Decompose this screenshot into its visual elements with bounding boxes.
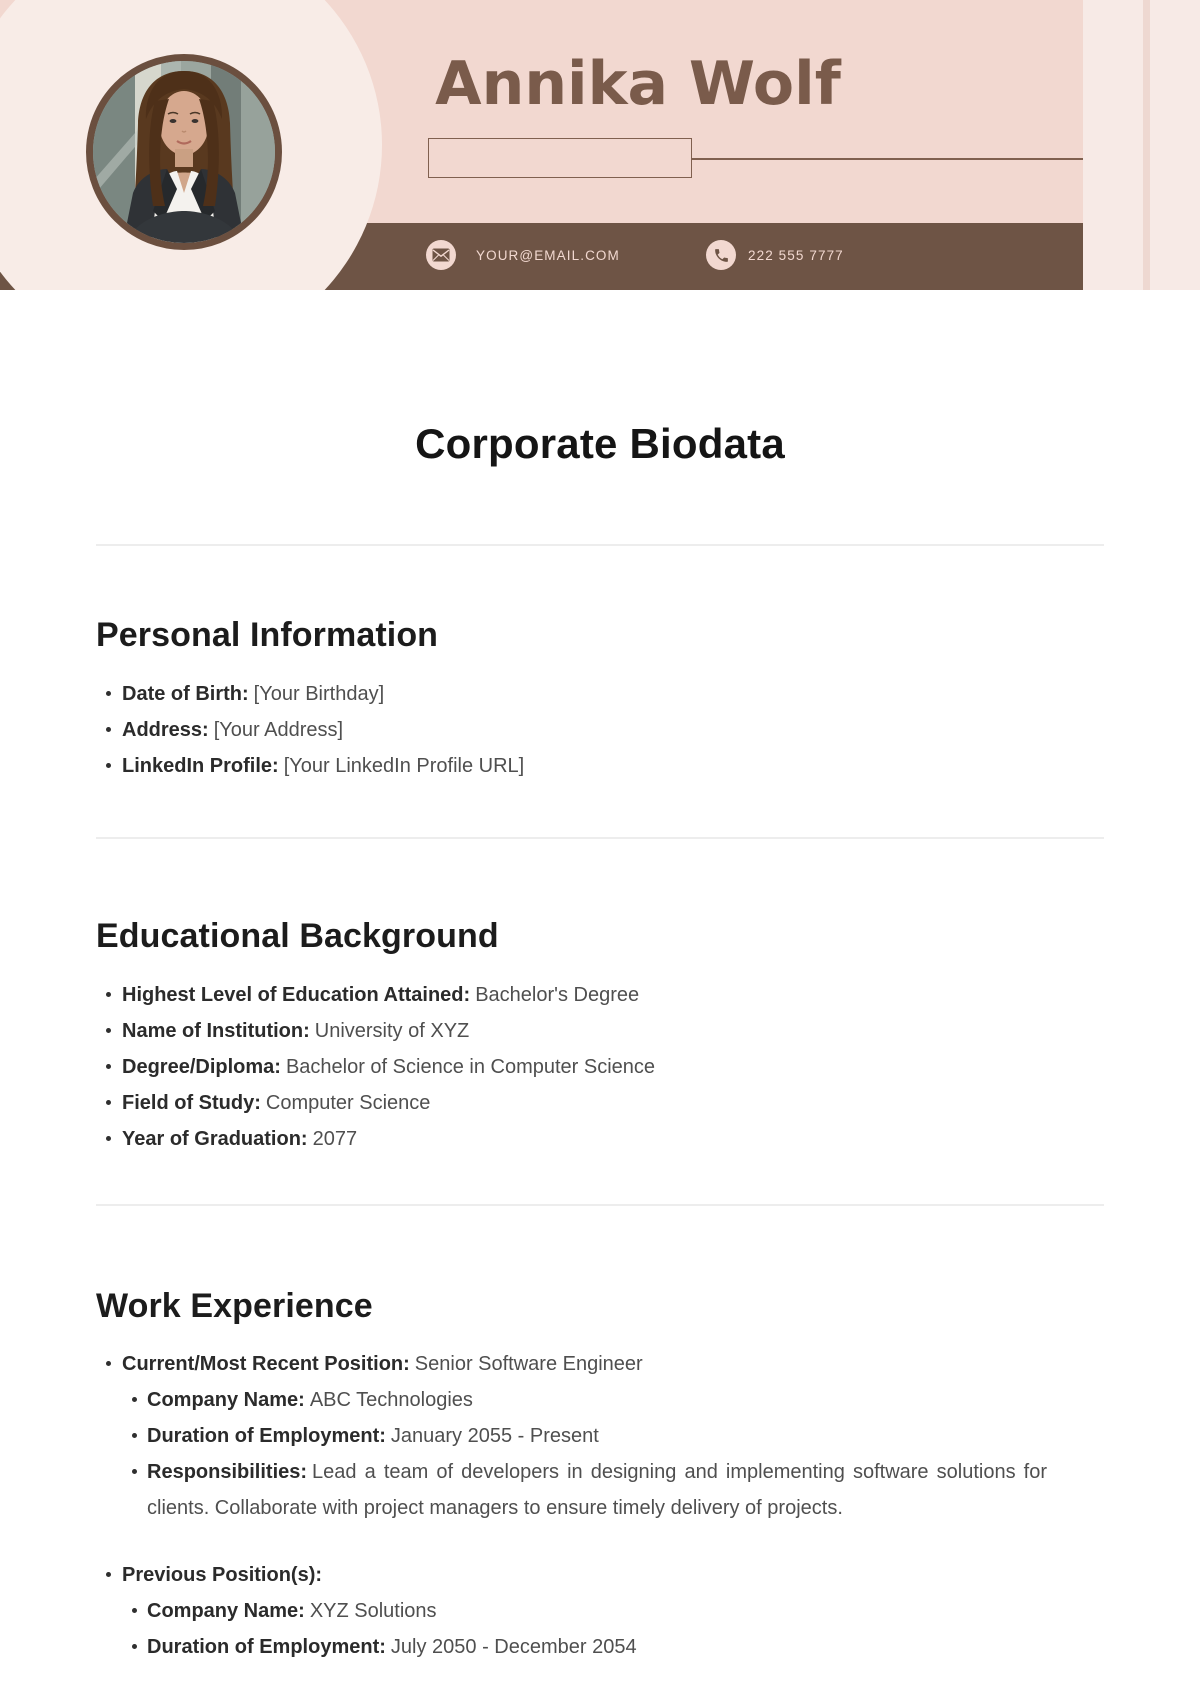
item-value: Senior Software Engineer (414, 1353, 643, 1375)
list-item (96, 1085, 1047, 1121)
item-value: [Your Address] (213, 719, 344, 741)
section-divider (96, 1204, 1104, 1206)
item-label: Duration of Employment: (147, 1636, 386, 1658)
item-value: ABC Technologies (309, 1389, 473, 1411)
item-label: Previous Position(s): (122, 1564, 323, 1586)
bullet-list (96, 676, 1047, 784)
item-label: Duration of Employment: (147, 1425, 386, 1447)
bullet-dot (106, 763, 111, 768)
item-value: January 2055 - Present (390, 1425, 599, 1447)
bullet-dot (106, 1064, 111, 1069)
bullet-list (96, 977, 1047, 1157)
item-label: Company Name: (147, 1389, 305, 1411)
phone-text: 222 555 7777 (748, 248, 844, 263)
item-label: LinkedIn Profile: (122, 755, 279, 777)
bullet-dot (106, 1100, 111, 1105)
item-label: Year of Graduation: (122, 1128, 308, 1150)
list-item (96, 676, 1047, 712)
list-item (96, 1629, 1047, 1665)
item-label: Field of Study: (122, 1092, 261, 1114)
item-value: University of XYZ (314, 1020, 470, 1042)
bullet-dot (132, 1644, 137, 1649)
section-educational-background (96, 917, 1104, 1157)
name-underline-rule (692, 158, 1083, 160)
list-item (96, 1013, 1047, 1049)
bullet-dot (106, 1136, 111, 1141)
item-value: July 2050 - December 2054 (390, 1636, 637, 1658)
section-heading: Educational Background (96, 917, 499, 955)
item-label: Highest Level of Education Attained: (122, 984, 471, 1006)
experience-group-previous (96, 1557, 1047, 1665)
item-value: [Your Birthday] (253, 683, 385, 705)
list-item (96, 1346, 1047, 1382)
section-heading: Personal Information (96, 616, 439, 654)
list-item (96, 1593, 1047, 1629)
item-label: Address: (122, 719, 209, 741)
bullet-dot (132, 1469, 137, 1474)
side-strip-line (1143, 0, 1150, 290)
name-field-box (428, 138, 692, 178)
bullet-dot (132, 1397, 137, 1402)
bullet-dot (132, 1608, 137, 1613)
item-label: Company Name: (147, 1600, 305, 1622)
section-divider (96, 544, 1104, 546)
bullet-dot (106, 691, 111, 696)
item-value: [Your LinkedIn Profile URL] (283, 755, 525, 777)
section-heading: Work Experience (96, 1287, 373, 1325)
list-item (96, 1049, 1047, 1085)
list-item (96, 1557, 1047, 1593)
list-item (96, 1418, 1047, 1454)
bullet-dot (106, 1572, 111, 1577)
bullet-dot (106, 1028, 111, 1033)
item-label: Degree/Diploma: (122, 1056, 281, 1078)
header-panel (0, 0, 1083, 290)
item-value: Bachelor of Science in Computer Science (285, 1056, 656, 1078)
profile-photo (86, 54, 282, 250)
item-value: Lead a team of developers in designing and implementing software solutions for clients. Collaborate with project managers to ensure timely delivery of projects. (147, 1461, 1047, 1519)
bullet-dot (106, 727, 111, 732)
item-value: XYZ Solutions (309, 1600, 437, 1622)
bullet-dot (132, 1433, 137, 1438)
item-label: Responsibilities: (147, 1461, 308, 1483)
list-item (96, 1382, 1047, 1418)
document-body (0, 290, 1200, 1665)
list-item (96, 1454, 1047, 1526)
item-value: 2077 (312, 1128, 358, 1150)
person-name: Annika Wolf (435, 49, 841, 119)
item-label: Name of Institution: (122, 1020, 310, 1042)
list-item (96, 748, 1047, 784)
email-icon (426, 240, 456, 270)
item-value: Bachelor's Degree (475, 984, 640, 1006)
page-title: Corporate Biodata (415, 420, 785, 467)
list-item (96, 1121, 1047, 1157)
header-side-strip (1083, 0, 1200, 290)
header (0, 0, 1200, 290)
list-item (96, 977, 1047, 1013)
list-item (96, 712, 1047, 748)
section-work-experience (96, 1287, 1104, 1665)
item-label: Date of Birth: (122, 683, 249, 705)
item-value: Computer Science (265, 1092, 431, 1114)
phone-icon (706, 240, 736, 270)
item-label: Current/Most Recent Position: (122, 1353, 410, 1375)
experience-group-current (96, 1346, 1047, 1526)
bullet-dot (106, 1361, 111, 1366)
email-text: YOUR@EMAIL.COM (476, 248, 620, 263)
bullet-list (96, 1346, 1047, 1665)
portrait-illustration (93, 61, 275, 243)
bullet-dot (106, 992, 111, 997)
section-divider (96, 837, 1104, 839)
section-personal-information (96, 616, 1104, 784)
